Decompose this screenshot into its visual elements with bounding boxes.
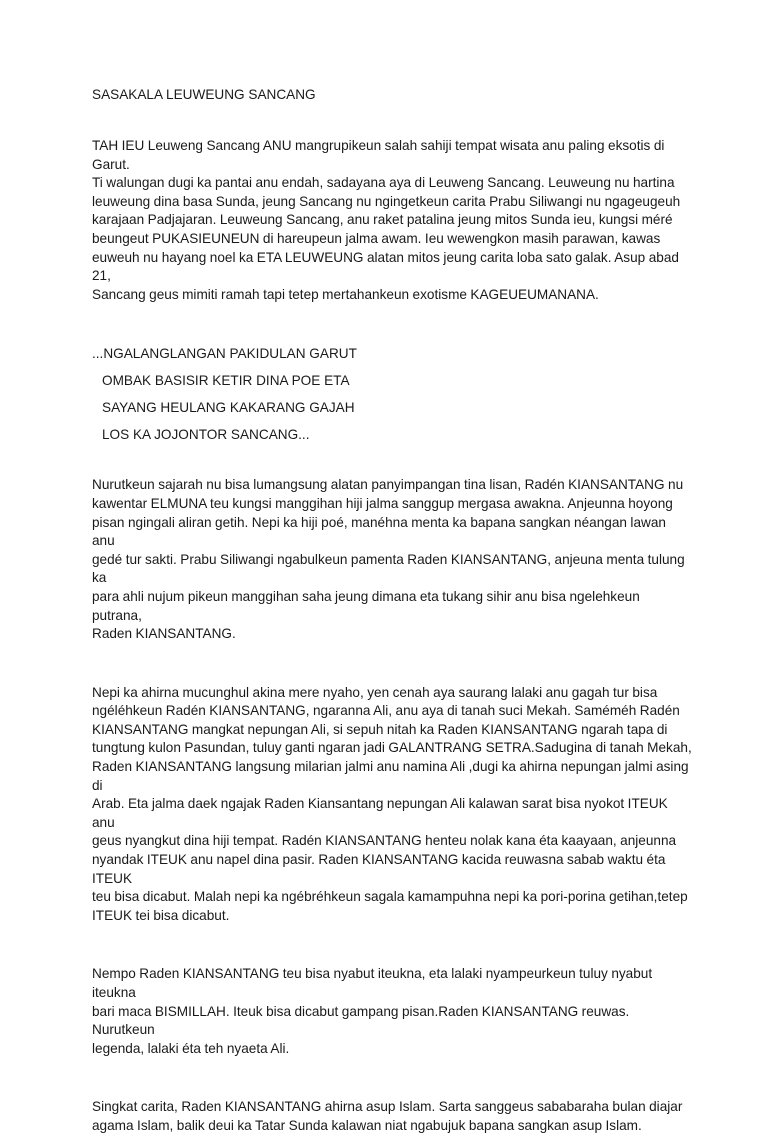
poem-line: LOS KA JOJONTOR SANCANG...	[102, 427, 310, 443]
paragraph-journey: Nepi ka ahirna mucunghul akina mere nyaho, yen cenah aya saurang lalaki anu gagah tur bisa ngéléhkeun Radén KIANSANTANG, ngaranna Ali, anu aya di tanah suci Mekah. Saméméh Radén KIANSANTANG mangkat nepungan Ali, si sepuh nitah ka Raden KIANSANTANG ngarah tapa di tungtung kulon Pasundan, tuluy ganti ngaran jadi GALANTRANG SETRA.Sadugina di tanah Mekah, Raden KIANSANTANG langsung milarian jalmi anu namina Ali ,dugi ka ahirna nepungan jalmi asing di Arab. Eta jalma daek ngajak Raden Kiansantang nepungan Ali kalawan sarat bisa nyokot ITEUK anu geus nyangkut dina hiji tempat. Radén KIANSANTANG henteu nolak kana éta kaayaan, anjeunna nyandak ITEUK anu napel dina pasir. Raden KIANSANTANG kacida reuwasna sabab waktu éta ITEUK teu bisa dicabut. Malah nepi ka ngébréhkeun sagala kamampuhna nepi ka pori-porina getihan,tetep ITEUK tei bisa dicabut.	[92, 684, 692, 923]
paragraph-intro: TAH IEU Leuweng Sancang ANU mangrupikeun salah sahiji tempat wisata anu paling eksotis di Garut. Ti walungan dugi ka pantai anu endah, sadayana aya di Leuweng Sancang. Leuweung nu hartina leuweung dina basa Sunda, jeung Sancang nu ngingetkeun carita Prabu Siliwangi nu ngageugeuh karajaan Padjajaran. Leuweung Sancang, anu raket patalina jeung mitos Sunda ieu, kungsi méré beungeut PUKASIEUNEUN di hareupeun jalma awam. Ieu wewengkon masih parawan, kawas euweuh nu hayang noel ka ETA LEUWEUNG alatan mitos jeung carita loba sato galak. Asup abad 21, Sancang geus mimiti ramah tapi tetep mertahankeun exotisme KAGEUEUMANANA.	[92, 138, 681, 302]
poem-line: SAYANG HEULANG KAKARANG GAJAH	[102, 400, 355, 416]
paragraph-history: Nurutkeun sajarah nu bisa lumangsung alatan panyimpangan tina lisan, Radén KIANSANTANG nu kawentar ELMUNA teu kungsi manggihan hiji jalma sanggup mergasa awakna. Anjeunna hoyong pisan ngingali aliran getih. Nepi ka hiji poé, manéhna menta ka bapana sangkan néangan lawan anu gedé tur sakti. Prabu Siliwangi ngabulkeun pamenta Raden KIANSANTANG, anjeuna menta tulung ka para ahli nujum pikeun manggihan saha jeung dimana eta tukang sihir anu bisa ngelehkeun putrana, Raden KIANSANTANG.	[92, 477, 685, 642]
paragraph-conclusion: Singkat carita, Raden KIANSANTANG ahirna asup Islam. Sarta sanggeus sababaraha bulan diajar agama Islam, balik deui ka Tatar Sunda kalawan niat ngabujuk bapana sangkan asup Islam.	[92, 1099, 683, 1133]
poem-stanza	[92, 345, 692, 453]
document-page	[92, 86, 692, 1136]
poem-line: OMBAK BASISIR KETIR DINA POE ETA	[102, 373, 350, 389]
paragraph-staff: Nempo Raden KIANSANTANG teu bisa nyabut iteukna, eta lalaki nyampeurkeun tuluy nyabut iteukna bari maca BISMILLAH. Iteuk bisa dicabut gampang pisan.Raden KIANSANTANG reuwas. Nurutkeun legenda, lalaki éta teh nyaeta Ali.	[92, 966, 653, 1056]
poem-line: ...NGALANGLANGAN PAKIDULAN GARUT	[92, 346, 357, 362]
document-title: SASAKALA LEUWEUNG SANCANG	[92, 87, 316, 102]
